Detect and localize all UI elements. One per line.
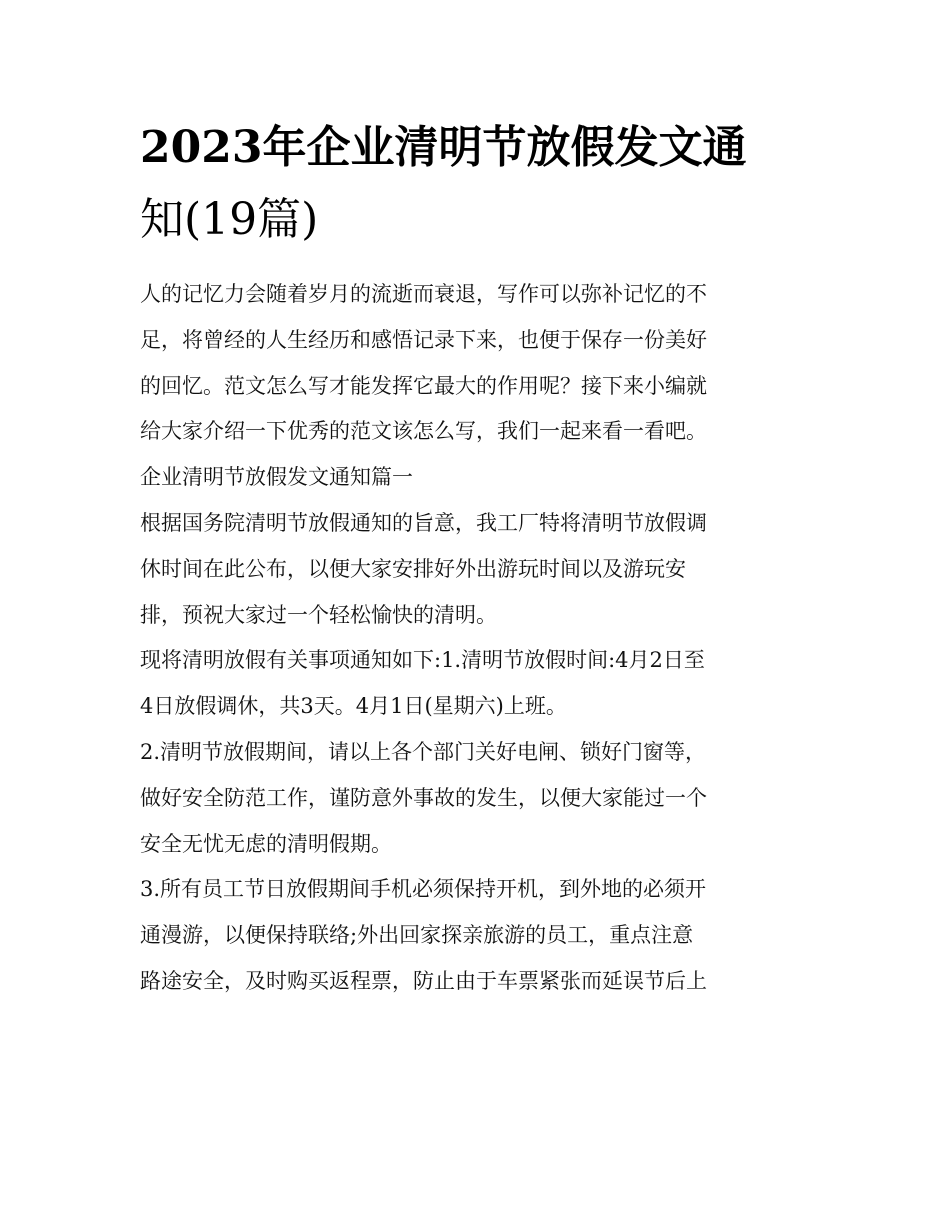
paragraph-holiday-time [140, 638, 820, 730]
paragraph3-line-2: 做好安全防范工作，谨防意外事故的发生，以便大家能过一个 [140, 785, 707, 810]
paragraph3-line-3: 安全无忧无虑的清明假期。 [140, 831, 392, 856]
intro-line-1: 人的记忆力会随着岁月的流逝而衰退，写作可以弥补记忆的不 [140, 282, 707, 306]
paragraph-phone-travel [140, 867, 820, 1004]
paragraph4-line-2: 通漫游，以便保持联络;外出回家探亲旅游的员工，重点注意 [140, 923, 694, 948]
document-page [140, 112, 820, 1005]
title-line-2: 知(19篇) [140, 194, 319, 245]
title-line-1: 2023年企业清明节放假发文通 [140, 122, 747, 173]
section-heading [140, 455, 820, 501]
paragraph1-line-3: 排，预祝大家过一个轻松愉快的清明。 [140, 602, 497, 627]
paragraph2-line-2: 4日放假调休，共3天。4月1日(星期六)上班。 [140, 694, 567, 719]
document-title [140, 112, 820, 256]
paragraph1-line-2: 休时间在此公布，以便大家安排好外出游玩时间以及游玩安 [140, 556, 686, 581]
paragraph2-line-1: 现将清明放假有关事项通知如下:1.清明节放假时间:4月2日至 [140, 648, 705, 673]
paragraph-safety [140, 730, 820, 867]
paragraph4-line-3: 路途安全，及时购买返程票，防止由于车票紧张而延误节后上 [140, 968, 707, 993]
paragraph-announcement [140, 501, 820, 638]
paragraph1-line-1: 根据国务院清明节放假通知的旨意，我工厂特将清明节放假调 [140, 510, 707, 535]
intro-paragraph [140, 272, 820, 455]
paragraph3-line-1: 2.清明节放假期间，请以上各个部门关好电闸、锁好门窗等， [140, 739, 707, 764]
document-body [140, 272, 820, 1005]
intro-line-2: 足，将曾经的人生经历和感悟记录下来，也便于保存一份美好 [140, 327, 707, 352]
section-heading-text: 企业清明节放假发文通知篇一 [140, 465, 413, 490]
paragraph4-line-1: 3.所有员工节日放假期间手机必须保持开机，到外地的必须开 [140, 877, 707, 902]
intro-line-4: 给大家介绍一下优秀的范文该怎么写，我们一起来看一看吧。 [140, 419, 707, 444]
intro-line-3: 的回忆。范文怎么写才能发挥它最大的作用呢？接下来小编就 [140, 373, 707, 398]
